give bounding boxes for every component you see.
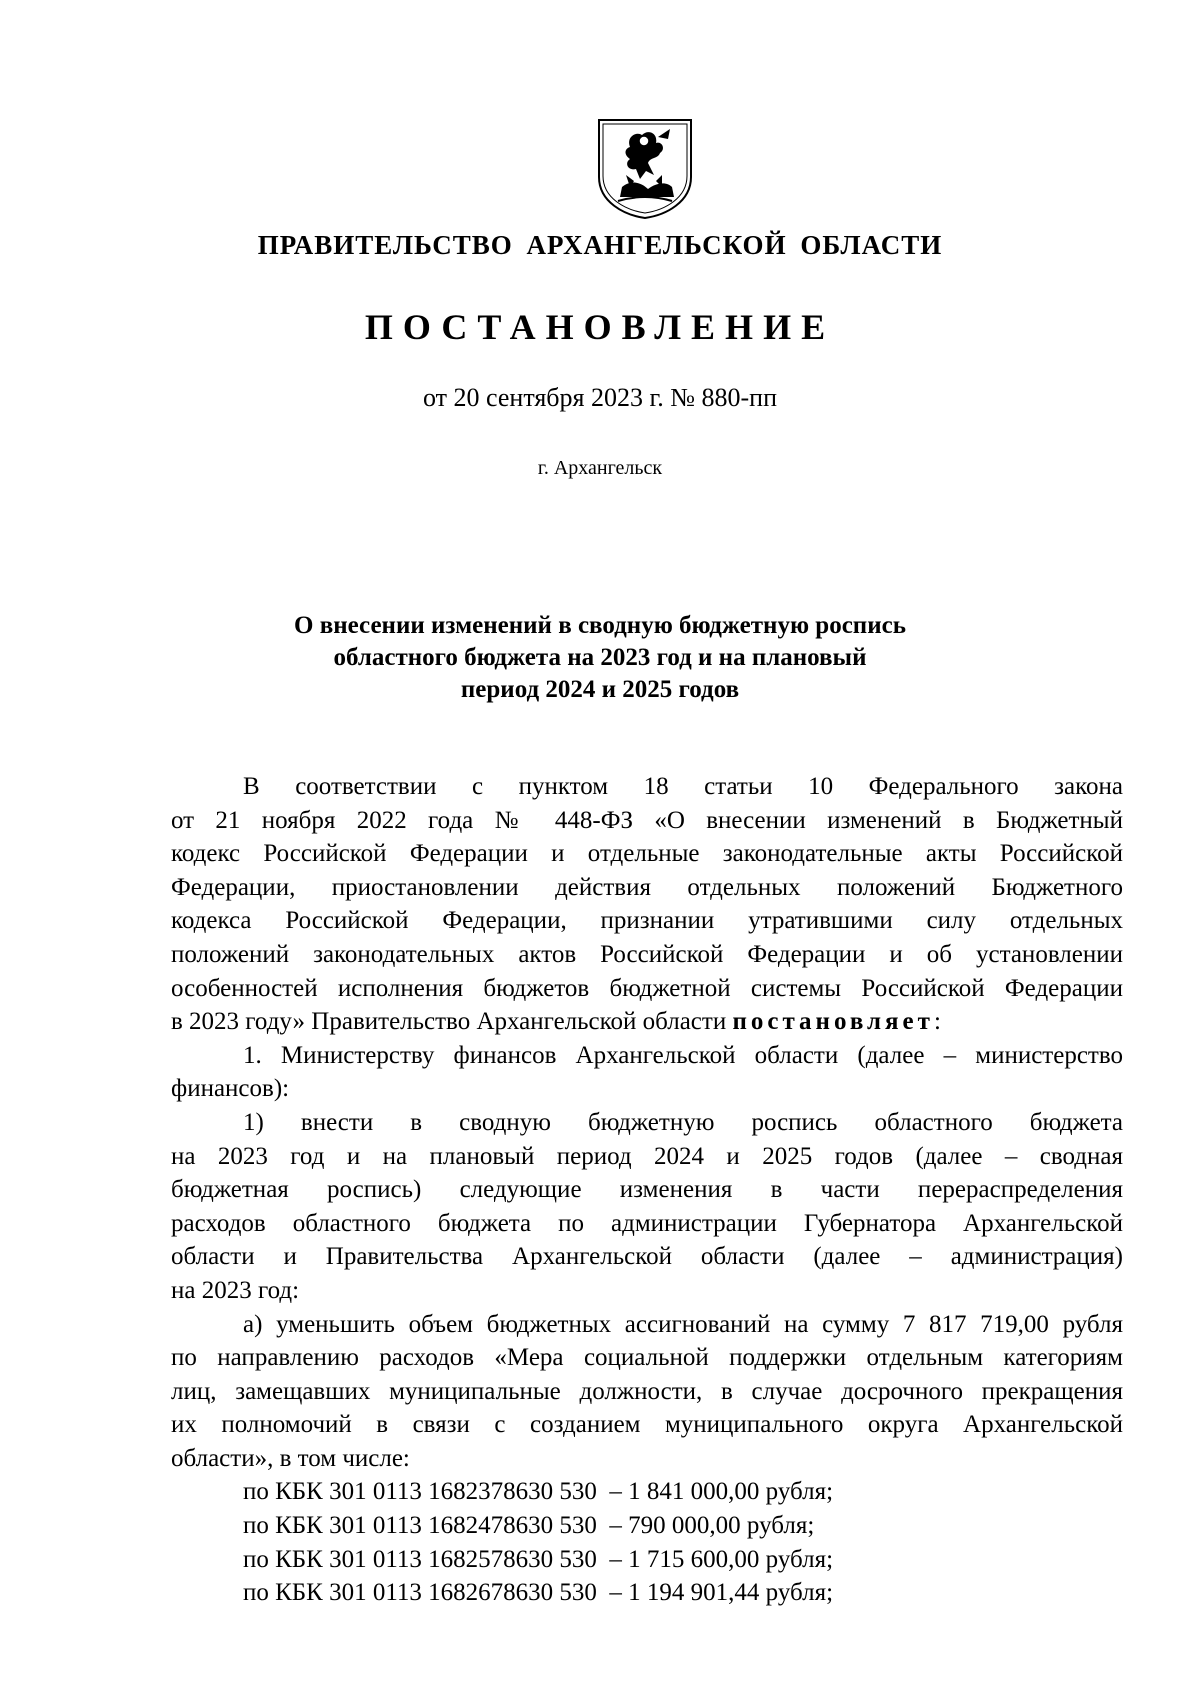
body-line: лиц, замещавших муниципальные должности, в случае досрочного прекращения xyxy=(171,1377,1123,1405)
body-line: области и Правительства Архангельской области (далее – администрация) xyxy=(171,1243,1123,1271)
colon: : xyxy=(933,1008,941,1036)
body-line: области», в том числе: xyxy=(171,1444,410,1472)
body-line: на 2023 год: xyxy=(171,1276,300,1304)
body-line: особенностей исполнения бюджетов бюджетной системы Российской Федерации xyxy=(171,974,1123,1002)
body-line: по направлению расходов «Мера социальной поддержки отдельным категориям xyxy=(171,1344,1123,1372)
body-line: от 21 ноября 2022 года № 448-ФЗ «О внесении изменений в Бюджетный xyxy=(171,806,1123,834)
body-line: кодекса Российской Федерации, признании утратившими силу отдельных xyxy=(171,907,1123,935)
government-name: ПРАВИТЕЛЬСТВО АРХАНГЕЛЬСКОЙ ОБЛАСТИ xyxy=(257,230,943,260)
body-line: 1) внести в сводную бюджетную роспись областного бюджета xyxy=(243,1108,1123,1136)
document-title xyxy=(0,610,1200,706)
coat-of-arms-emblem xyxy=(596,117,694,220)
title-line: областного бюджета на 2023 год и на плановый xyxy=(333,644,867,671)
preamble-last-line: в 2023 году» Правительство Архангельской области xyxy=(171,1008,727,1036)
body-line: В соответствии с пунктом 18 статьи 10 Федерального закона xyxy=(243,773,1123,800)
body-line xyxy=(171,1005,1123,1039)
kbk-item: по КБК 301 0113 1682578630 530 – 1 715 600,00 рубля; xyxy=(243,1545,834,1573)
kbk-item: по КБК 301 0113 1682478630 530 – 790 000,00 рубля; xyxy=(243,1512,815,1540)
body-line: положений законодательных актов Российской Федерации и об установлении xyxy=(171,940,1123,968)
document-type: ПОСТАНОВЛЕНИЕ xyxy=(364,307,836,347)
title-line: О внесении изменений в сводную бюджетную роспись xyxy=(294,612,906,639)
body-line: их полномочий в связи с созданием муниципального округа Архангельской xyxy=(171,1411,1123,1439)
city-name: г. Архангельск xyxy=(537,457,663,479)
kbk-item: по КБК 301 0113 1682378630 530 – 1 841 000,00 рубля; xyxy=(243,1478,834,1506)
kbk-list xyxy=(171,1475,1123,1609)
body-line: кодекс Российской Федерации и отдельные законодательные акты Российской xyxy=(171,840,1123,868)
subitem-1 xyxy=(171,1106,1123,1308)
decrees-word: постановляет xyxy=(732,1008,934,1036)
kbk-item: по КБК 301 0113 1682678630 530 – 1 194 901,44 рубля; xyxy=(243,1579,834,1607)
body-line: финансов): xyxy=(171,1075,290,1103)
body-line: Федерации, приостановлении действия отдельных положений Бюджетного xyxy=(171,873,1123,901)
body-line: на 2023 год и на плановый период 2024 и 2025 годов (далее – сводная xyxy=(171,1142,1123,1170)
title-line: период 2024 и 2025 годов xyxy=(460,676,740,703)
item-1 xyxy=(171,1039,1123,1106)
body-line: 1. Министерству финансов Архангельской области (далее – министерство xyxy=(243,1041,1123,1069)
date-and-number: от 20 сентября 2023 г. № 880-пп xyxy=(422,383,778,412)
body-line: бюджетная роспись) следующие изменения в части перераспределения xyxy=(171,1176,1123,1204)
body-line: а) уменьшить объем бюджетных ассигнований на сумму 7 817 719,00 рубля xyxy=(243,1310,1123,1338)
subitem-a xyxy=(171,1308,1123,1476)
document-body xyxy=(171,770,1123,1610)
body-line: расходов областного бюджета по администрации Губернатора Архангельской xyxy=(171,1209,1123,1237)
preamble-paragraph xyxy=(171,770,1123,1039)
